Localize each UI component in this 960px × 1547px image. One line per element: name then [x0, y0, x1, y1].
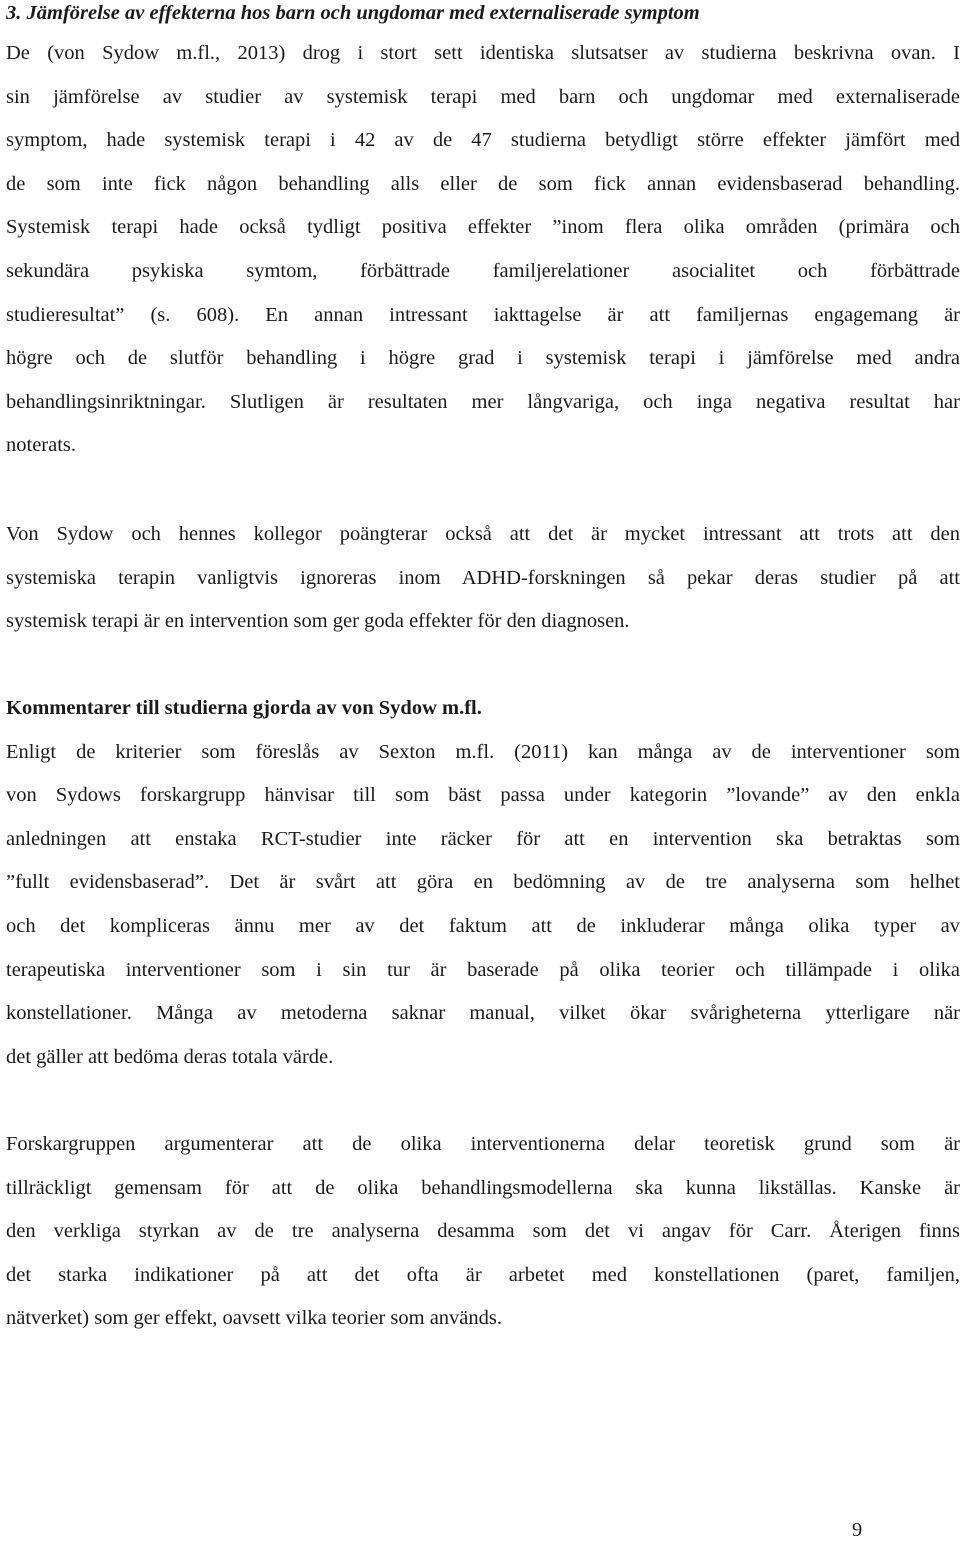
text-line: sekundära psykiska symtom, förbättrade familjerelationer asocialitet och förbättrade [6, 259, 960, 282]
text-line: tillräckligt gemensam för att de olika behandlingsmodellerna ska kunna likställas. Kanske är [6, 1176, 960, 1199]
paragraph-3 [6, 731, 960, 1080]
page-number: 9 [852, 1519, 863, 1541]
text-line: noterats. [6, 434, 77, 457]
paragraph-1 [6, 32, 960, 468]
text-line: Forskargruppen argumenterar att de olika interventionerna delar teoretisk grund som är [6, 1133, 960, 1155]
text-line: studieresultat” (s. 608). En annan intressant iakttagelse är att familjernas engagemang är [6, 303, 960, 326]
text-line: behandlingsinriktningar. Slutligen är resultaten mer långvariga, och inga negativa resultat har [6, 390, 960, 413]
comments-section [6, 687, 960, 1079]
text-line: symptom, hade systemisk terapi i 42 av de 47 studierna betydligt större effekter jämfört med [6, 129, 960, 152]
paragraph-2 [6, 513, 960, 644]
section-heading: 3. Jämförelse av effekterna hos barn och ungdomar med externaliserade symptom [6, 2, 700, 24]
text-line: von Sydows forskargrupp hänvisar till som bäst passa under kategorin ”lovande” av den enkla [6, 784, 960, 807]
text-line: anledningen att enstaka RCT-studier inte räcker för att en intervention ska betraktas som [6, 827, 960, 850]
text-line: Enligt de kriterier som föreslås av Sexton m.fl. (2011) kan många av de interventioner som [6, 740, 960, 763]
text-line: De (von Sydow m.fl., 2013) drog i stort sett identiska slutsatser av studierna beskrivna ovan. I [6, 42, 960, 64]
text-line: den verkliga styrkan av de tre analyserna desamma som det vi angav för Carr. Återigen finns [6, 1220, 960, 1243]
text-line: Von Sydow och hennes kollegor poängterar också att det är mycket intressant att trots att den [6, 523, 960, 545]
text-line: systemiska terapin vanligtvis ignoreras inom ADHD-forskningen så pekar deras studier på att [6, 566, 960, 589]
text-line: konstellationer. Många av metoderna saknar manual, vilket ökar svårigheterna ytterligare när [6, 1002, 960, 1025]
text-line: terapeutiska interventioner som i sin tur är baserade på olika teorier och tillämpade i olika [6, 958, 960, 981]
text-line: det starka indikationer på att det ofta är arbetet med konstellationen (paret, familjen, [6, 1263, 960, 1286]
paragraph-4 [6, 1123, 960, 1341]
text-line: högre och de slutför behandling i högre grad i systemisk terapi i jämförelse med andra [6, 347, 960, 370]
text-line: och det kompliceras ännu mer av det faktum att de inkluderar många olika typer av [6, 914, 960, 937]
text-line: ”fullt evidensbaserad”. Det är svårt att göra en bedömning av de tre analyserna som helhet [6, 871, 960, 894]
text-line: det gäller att bedöma deras totala värde. [6, 1045, 334, 1068]
text-line: de som inte fick någon behandling alls eller de som fick annan evidensbaserad behandling. [6, 172, 960, 195]
sub-heading: Kommentarer till studierna gjorda av von Sydow m.fl. [6, 697, 482, 719]
text-line: sin jämförelse av studier av systemisk terapi med barn och ungdomar med externaliserade [6, 85, 960, 108]
section-heading-block [6, 0, 960, 26]
text-line: systemisk terapi är en intervention som ger goda effekter för den diagnosen. [6, 610, 630, 633]
text-line: nätverket) som ger effekt, oavsett vilka teorier som används. [6, 1307, 503, 1330]
text-line: Systemisk terapi hade också tydligt positiva effekter ”inom flera olika områden (primära och [6, 216, 960, 239]
